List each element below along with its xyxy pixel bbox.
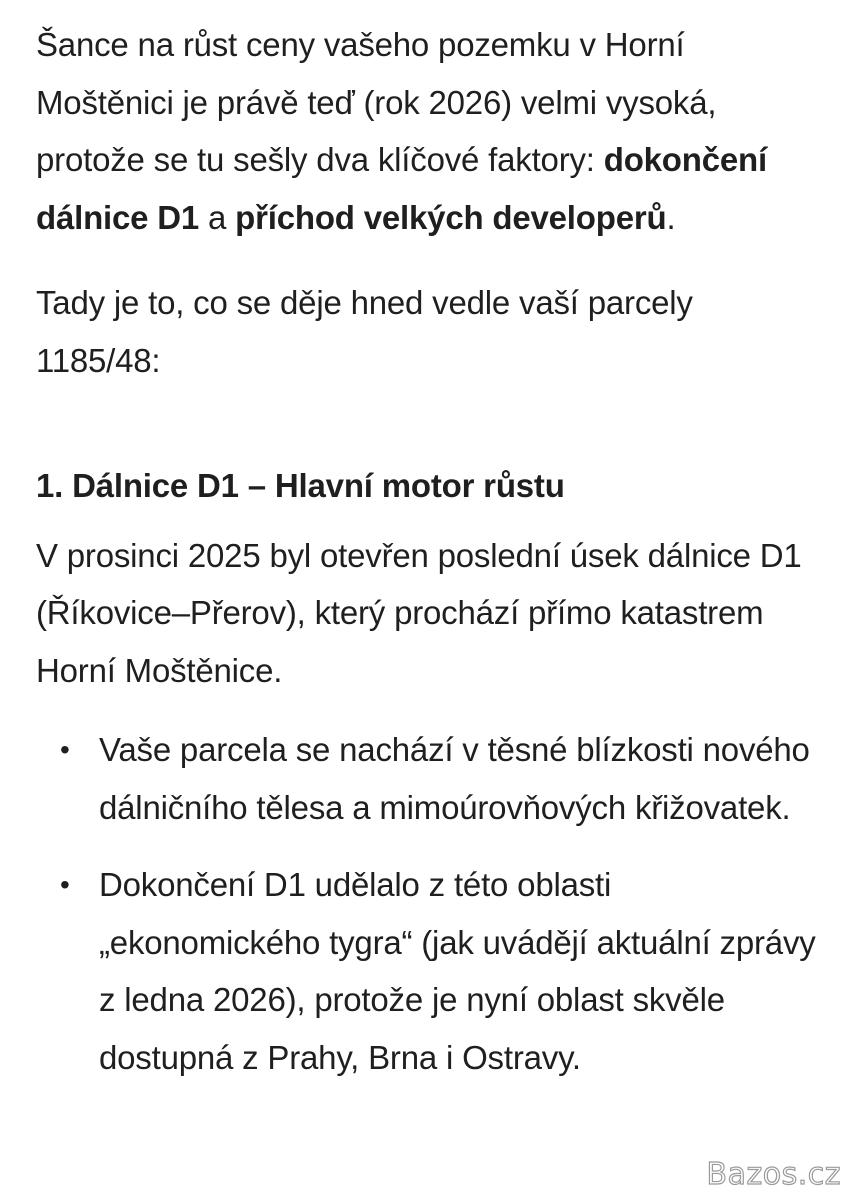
list-item xyxy=(36,721,826,836)
bullet-list xyxy=(36,721,826,1086)
list-item-text: Vaše parcela se nachází v těsné blízkosti nového dálničního tělesa a mimoúrovňových křižovatek. xyxy=(99,731,810,826)
intro-end: . xyxy=(666,198,676,236)
intro-paragraph xyxy=(36,16,826,246)
bullet-icon: • xyxy=(60,869,70,900)
intro-connector: a xyxy=(199,198,236,236)
bazos-watermark: Bazos.cz xyxy=(706,1157,841,1192)
article-body xyxy=(36,16,826,1106)
list-item-text: Dokončení D1 udělalo z této oblasti „ekonomického tygra“ (jak uvádějí aktuální zprávy z ledna 2026), protože je nyní oblast skvěle dostupná z Prahy, Brna i Ostravy. xyxy=(99,866,816,1076)
intro-bold-highway: dokončení dálnice D1 xyxy=(36,141,767,236)
intro-text: Šance na růst ceny vašeho pozemku v Horní Moštěnici je právě teď (rok 2026) velmi vysoká, protože se tu sešly dva klíčové faktory: xyxy=(36,26,717,178)
intro-bold-developers: příchod velkých developerů xyxy=(235,198,667,236)
lead-paragraph: Tady je to, co se děje hned vedle vaší parcely 1185/48: xyxy=(36,284,693,379)
section-paragraph: V prosinci 2025 byl otevřen poslední úsek dálnice D1 (Říkovice–Přerov), který prochází přímo katastrem Horní Moštěnice. xyxy=(36,536,802,689)
bullet-icon: • xyxy=(60,734,70,765)
section-heading: 1. Dálnice D1 – Hlavní motor růstu xyxy=(36,467,565,504)
list-item xyxy=(36,856,826,1086)
